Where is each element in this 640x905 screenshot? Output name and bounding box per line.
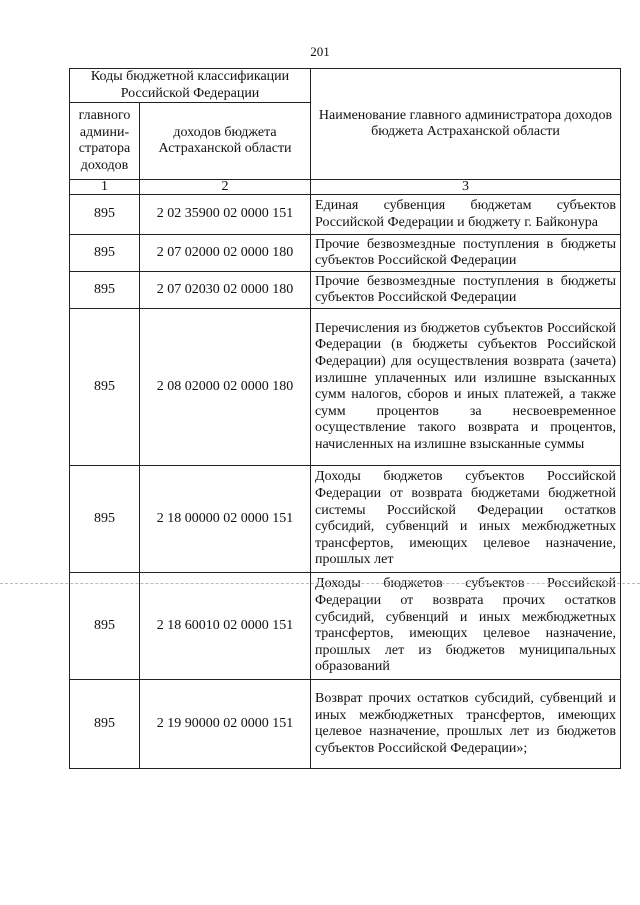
admin-name-cell: Возврат прочих остатков субсидий, субвенций и иных межбюджетных трансфертов, имеющих целевое назначение, прошлых лет из бюджетов субъектов Российской Федерации»; xyxy=(311,680,621,769)
column-numbers-row xyxy=(70,180,621,195)
income-code-cell: 2 08 02000 02 0000 180 xyxy=(140,309,311,466)
column-number-1: 1 xyxy=(70,180,140,195)
income-column-header: доходов бюджета Астраханской области xyxy=(140,103,311,180)
table-row xyxy=(70,680,621,769)
admin-code-cell: 895 xyxy=(70,309,140,466)
table-row xyxy=(70,309,621,466)
income-code-cell: 2 02 35900 02 0000 151 xyxy=(140,195,311,235)
page-number: 201 xyxy=(310,44,330,59)
admin-code-cell: 895 xyxy=(70,235,140,272)
admin-column-header: главного админи-стратора доходов xyxy=(70,103,140,180)
income-code-cell: 2 18 60010 02 0000 151 xyxy=(140,573,311,680)
column-number-3: 3 xyxy=(311,180,621,195)
admin-code-cell: 895 xyxy=(70,272,140,309)
admin-code-cell: 895 xyxy=(70,466,140,573)
income-code-cell: 2 19 90000 02 0000 151 xyxy=(140,680,311,769)
admin-name-cell: Прочие безвозмездные поступления в бюджеты субъектов Российской Федерации xyxy=(311,235,621,272)
table-row xyxy=(70,272,621,309)
income-code-cell: 2 07 02030 02 0000 180 xyxy=(140,272,311,309)
table-row xyxy=(70,195,621,235)
income-code-cell: 2 07 02000 02 0000 180 xyxy=(140,235,311,272)
table-row xyxy=(70,235,621,272)
name-column-header: Наименование главного администратора доходов бюджета Астраханской области xyxy=(311,69,621,180)
income-code-cell: 2 18 00000 02 0000 151 xyxy=(140,466,311,573)
budget-codes-table xyxy=(69,68,621,769)
admin-code-cell: 895 xyxy=(70,195,140,235)
table-row xyxy=(70,573,621,680)
admin-name-cell: Прочие безвозмездные поступления в бюджеты субъектов Российской Федерации xyxy=(311,272,621,309)
table-row xyxy=(70,466,621,573)
admin-name-cell: Доходы бюджетов субъектов Российской Федерации от возврата прочих остатков субсидий, субвенций и иных межбюджетных трансфертов, имеющих целевое назначение, прошлых лет из бюджетов муниципальных образований xyxy=(311,573,621,680)
admin-name-cell: Единая субвенция бюджетам субъектов Российской Федерации и бюджету г. Байконура xyxy=(311,195,621,235)
column-number-2: 2 xyxy=(140,180,311,195)
admin-code-cell: 895 xyxy=(70,680,140,769)
admin-code-cell: 895 xyxy=(70,573,140,680)
codes-group-header: Коды бюджетной классификации Российской Федерации xyxy=(70,69,311,103)
admin-name-cell: Перечисления из бюджетов субъектов Российской Федерации (в бюджеты субъектов Российской Федерации) для осуществления возврата (зачета) излишне уплаченных или излишне взысканных сумм налогов, сборов и иных платежей, а также сумм процентов за несвоевременное осуществление такого возврата и процентов, начисленных на излишне взысканные суммы xyxy=(311,309,621,466)
scan-artifact-line xyxy=(0,583,640,584)
header-row-top xyxy=(70,69,621,103)
admin-name-cell: Доходы бюджетов субъектов Российской Федерации от возврата бюджетами бюджетной системы Российской Федерации остатков субсидий, субвенций и иных межбюджетных трансфертов, имеющих целевое назначение, прошлых лет xyxy=(311,466,621,573)
